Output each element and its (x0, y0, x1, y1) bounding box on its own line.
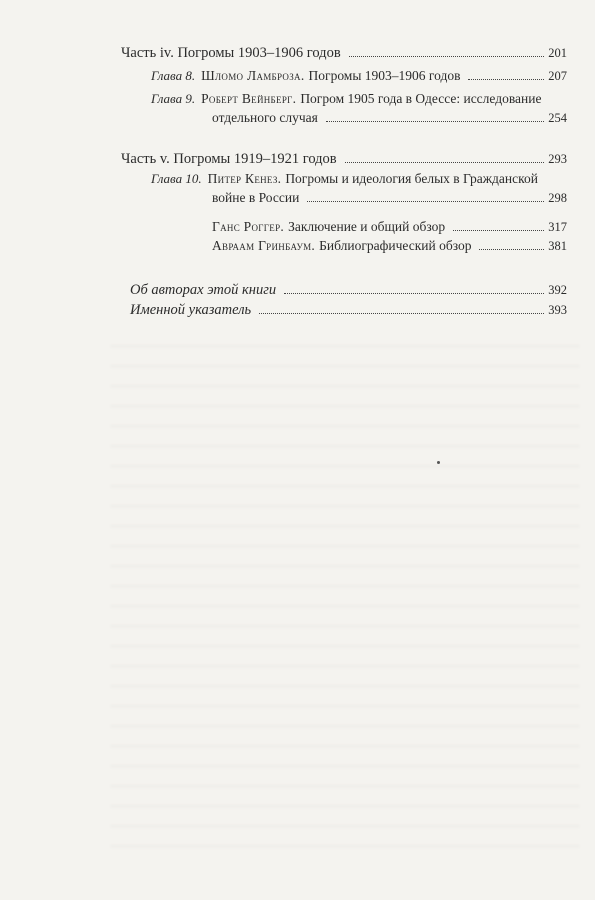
leader-dots (479, 249, 544, 250)
page-number: 254 (548, 111, 567, 125)
page-number: 207 (548, 69, 567, 83)
chapter-label: Глава 9. (151, 91, 196, 106)
chapter-author: Питер Кенез. (207, 171, 282, 186)
toc-back-matter-title: Об авторах этой книги (130, 282, 277, 298)
leader-dots (284, 293, 544, 294)
toc-about-authors[interactable] (130, 281, 567, 299)
leader-dots (307, 201, 544, 202)
page-number: 393 (548, 303, 567, 317)
toc-chapter-8[interactable] (151, 67, 567, 85)
toc-part-title: Часть v. Погромы 1919–1921 годов (121, 151, 337, 167)
toc-chapter-9[interactable] (151, 90, 567, 108)
leader-dots (345, 162, 545, 163)
chapter-author: Шломо Ламброза. (201, 68, 305, 83)
leader-dots (453, 230, 544, 231)
chapter-title: Заключение и общий обзор (288, 219, 446, 234)
show-through-text (110, 330, 580, 850)
toc-part-5[interactable] (121, 150, 567, 168)
page-number: 201 (548, 46, 567, 60)
page-number: 298 (548, 191, 567, 205)
chapter-title: Библиографический обзор (319, 238, 472, 253)
ink-speck (437, 461, 440, 464)
toc-part-4[interactable] (121, 44, 567, 62)
chapter-title: Погром 1905 года в Одессе: исследование (300, 91, 542, 106)
chapter-author: Ганс Роггер. (212, 219, 285, 234)
page-number: 381 (548, 239, 567, 253)
chapter-title-continued: отдельного случая (212, 110, 318, 125)
page-number: 293 (548, 152, 567, 166)
toc-chapter-10-cont[interactable] (212, 189, 567, 207)
toc-bibliography[interactable] (212, 237, 567, 255)
toc-back-matter-title: Именной указатель (130, 302, 252, 318)
toc-index[interactable] (130, 301, 567, 319)
toc-part-title: Часть iv. Погромы 1903–1906 годов (121, 45, 341, 61)
page-number: 392 (548, 283, 567, 297)
chapter-author: Авраам Гринбаум. (212, 238, 316, 253)
chapter-title: Погромы 1903–1906 годов (308, 68, 461, 83)
toc-chapter-10[interactable] (151, 170, 567, 188)
chapter-author: Роберт Вейнберг. (201, 91, 297, 106)
leader-dots (468, 79, 544, 80)
chapter-title-continued: войне в России (212, 190, 300, 205)
chapter-title: Погромы и идеология белых в Гражданской (285, 171, 538, 186)
page-number: 317 (548, 220, 567, 234)
chapter-label: Глава 10. (151, 171, 202, 186)
leader-dots (326, 121, 544, 122)
toc-conclusion[interactable] (212, 218, 567, 236)
chapter-label: Глава 8. (151, 68, 196, 83)
toc-chapter-9-cont[interactable] (212, 109, 567, 127)
leader-dots (259, 313, 544, 314)
leader-dots (349, 56, 545, 57)
